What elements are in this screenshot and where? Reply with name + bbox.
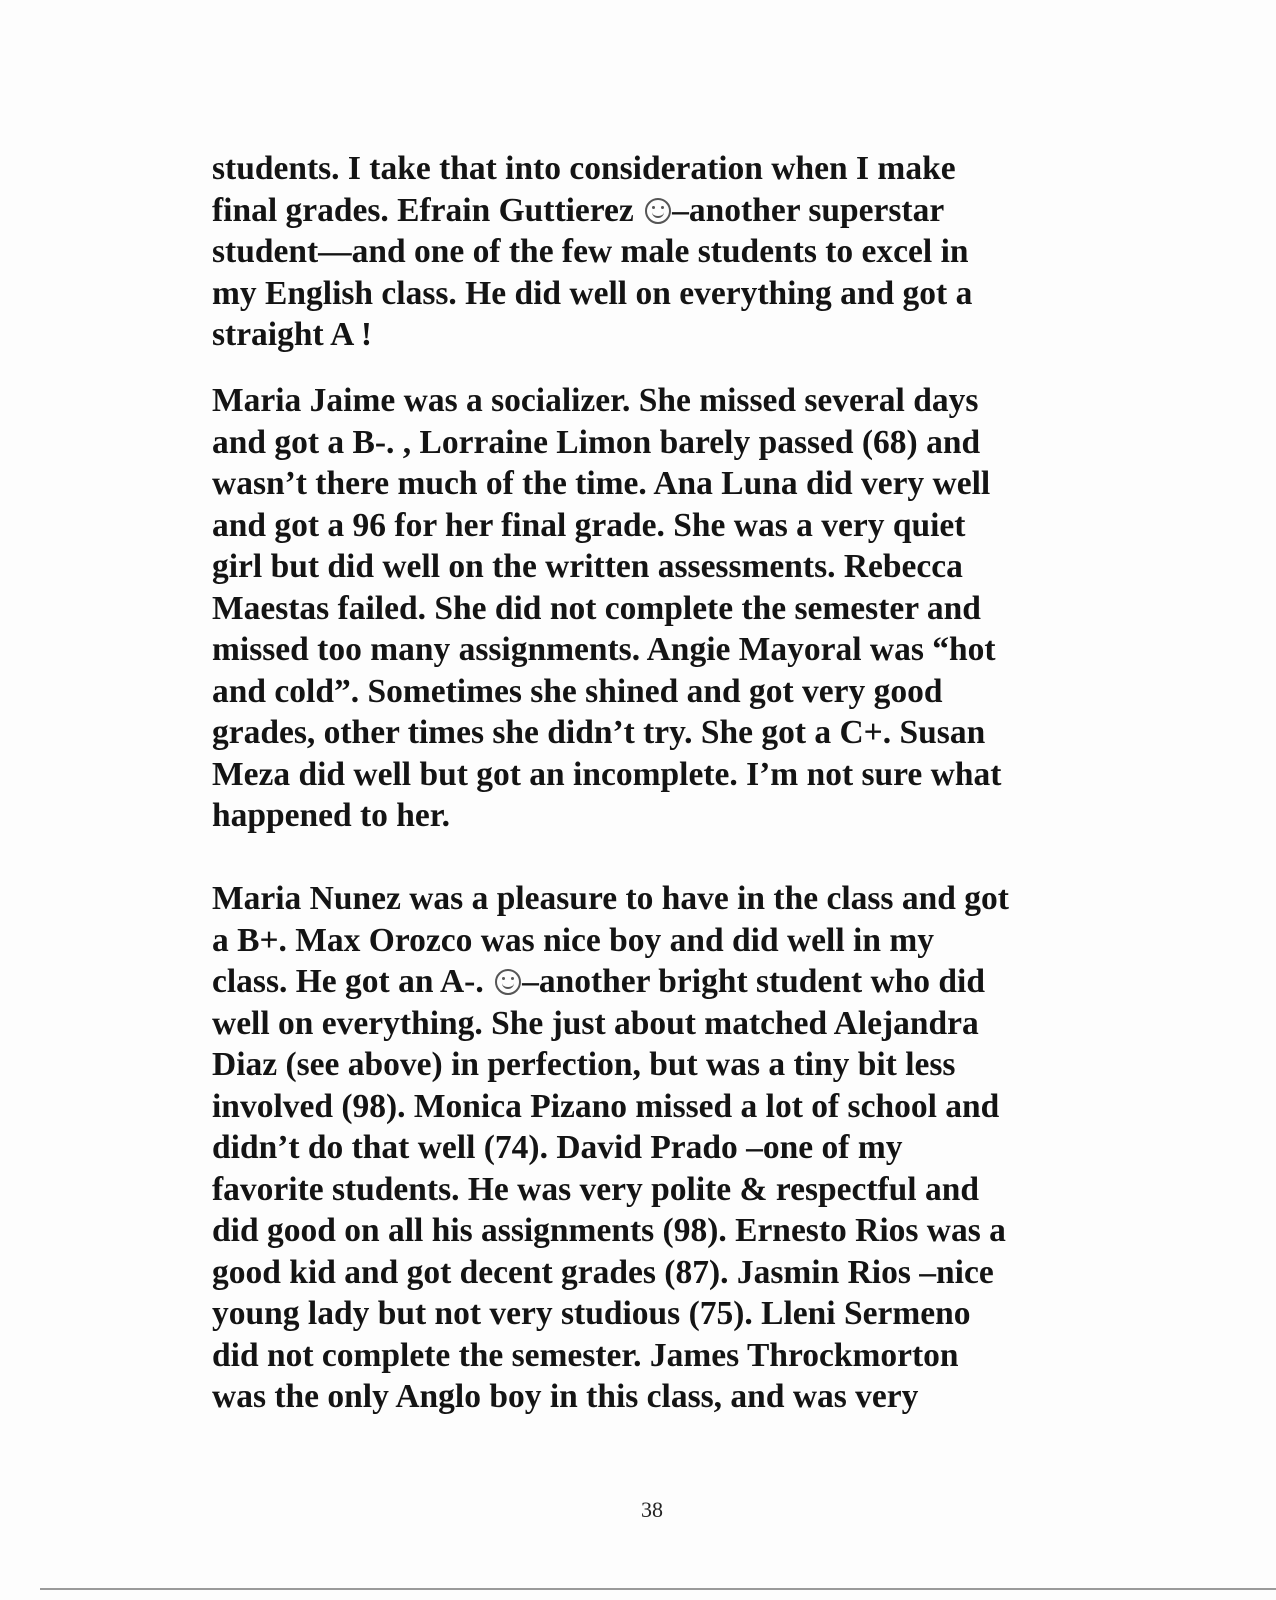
scan-edge-divider <box>40 1588 1276 1590</box>
text-line: and cold”. Sometimes she shined and got very good <box>212 672 943 710</box>
text-line <box>212 190 1092 232</box>
text-line: a B+. Max Orozco was nice boy and did well in my <box>212 921 935 959</box>
text-line: well on everything. She just about matched Alejandra <box>212 1004 979 1042</box>
text-line: and got a B-. , Lorraine Limon barely passed (68) and <box>212 423 981 461</box>
page-number: 38 <box>641 1497 663 1522</box>
text-line: did good on all his assignments (98). Ernesto Rios was a <box>212 1212 1006 1249</box>
text-line: Meza did well but got an incomplete. I’m not sure what <box>212 755 1002 793</box>
text-segment: –another bright student who did <box>522 963 985 1000</box>
text-line: Maria Jaime was a socializer. She missed several days <box>212 382 979 419</box>
text-line: straight A ! <box>212 316 373 353</box>
text-line: girl but did well on the written assessments. Rebecca <box>212 548 963 585</box>
text-line: my English class. He did well on everything and got a <box>212 274 973 312</box>
text-line: did not complete the semester. James Throckmorton <box>212 1336 959 1374</box>
text-line: didn’t do that well (74). David Prado –one of my <box>212 1129 903 1166</box>
text-segment: –another superstar <box>672 191 945 229</box>
text-line: Maria Nunez was a pleasure to have in the class and got <box>212 880 1009 917</box>
text-line: young lady but not very studious (75). Lleni Sermeno <box>212 1295 971 1332</box>
text-line: students. I take that into consideration when I make <box>212 150 956 187</box>
paragraph-maria-jaime <box>212 380 1092 837</box>
text-line: missed too many assignments. Angie Mayoral was “hot <box>212 631 996 668</box>
text-line <box>212 961 1092 1003</box>
text-segment: final grades. Efrain Guttierez <box>212 191 643 229</box>
text-segment: class. He got an A-. <box>212 963 493 1000</box>
text-line: grades, other times she didn’t try. She got a C+. Susan <box>212 714 986 751</box>
text-line: was the only Anglo boy in this class, and was very <box>212 1378 919 1415</box>
text-line: student—and one of the few male students to excel in <box>212 233 969 270</box>
text-line: wasn’t there much of the time. Ana Luna did very well <box>212 465 991 502</box>
paragraph-maria-nunez <box>212 878 1092 1418</box>
text-line: favorite students. He was very polite & respectful and <box>212 1170 979 1208</box>
paragraph-efrain <box>212 148 1092 356</box>
text-line: happened to her. <box>212 797 450 834</box>
text-line: and got a 96 for her final grade. She was a very quiet <box>212 506 966 544</box>
text-line: involved (98). Monica Pizano missed a lot of school and <box>212 1087 1000 1125</box>
text-line: Maestas failed. She did not complete the semester and <box>212 589 981 627</box>
smiley-face-icon <box>645 198 671 224</box>
text-line: good kid and got decent grades (87). Jasmin Rios –nice <box>212 1253 994 1291</box>
smiley-face-icon <box>495 969 521 995</box>
text-line: Diaz (see above) in perfection, but was a tiny bit less <box>212 1046 956 1083</box>
